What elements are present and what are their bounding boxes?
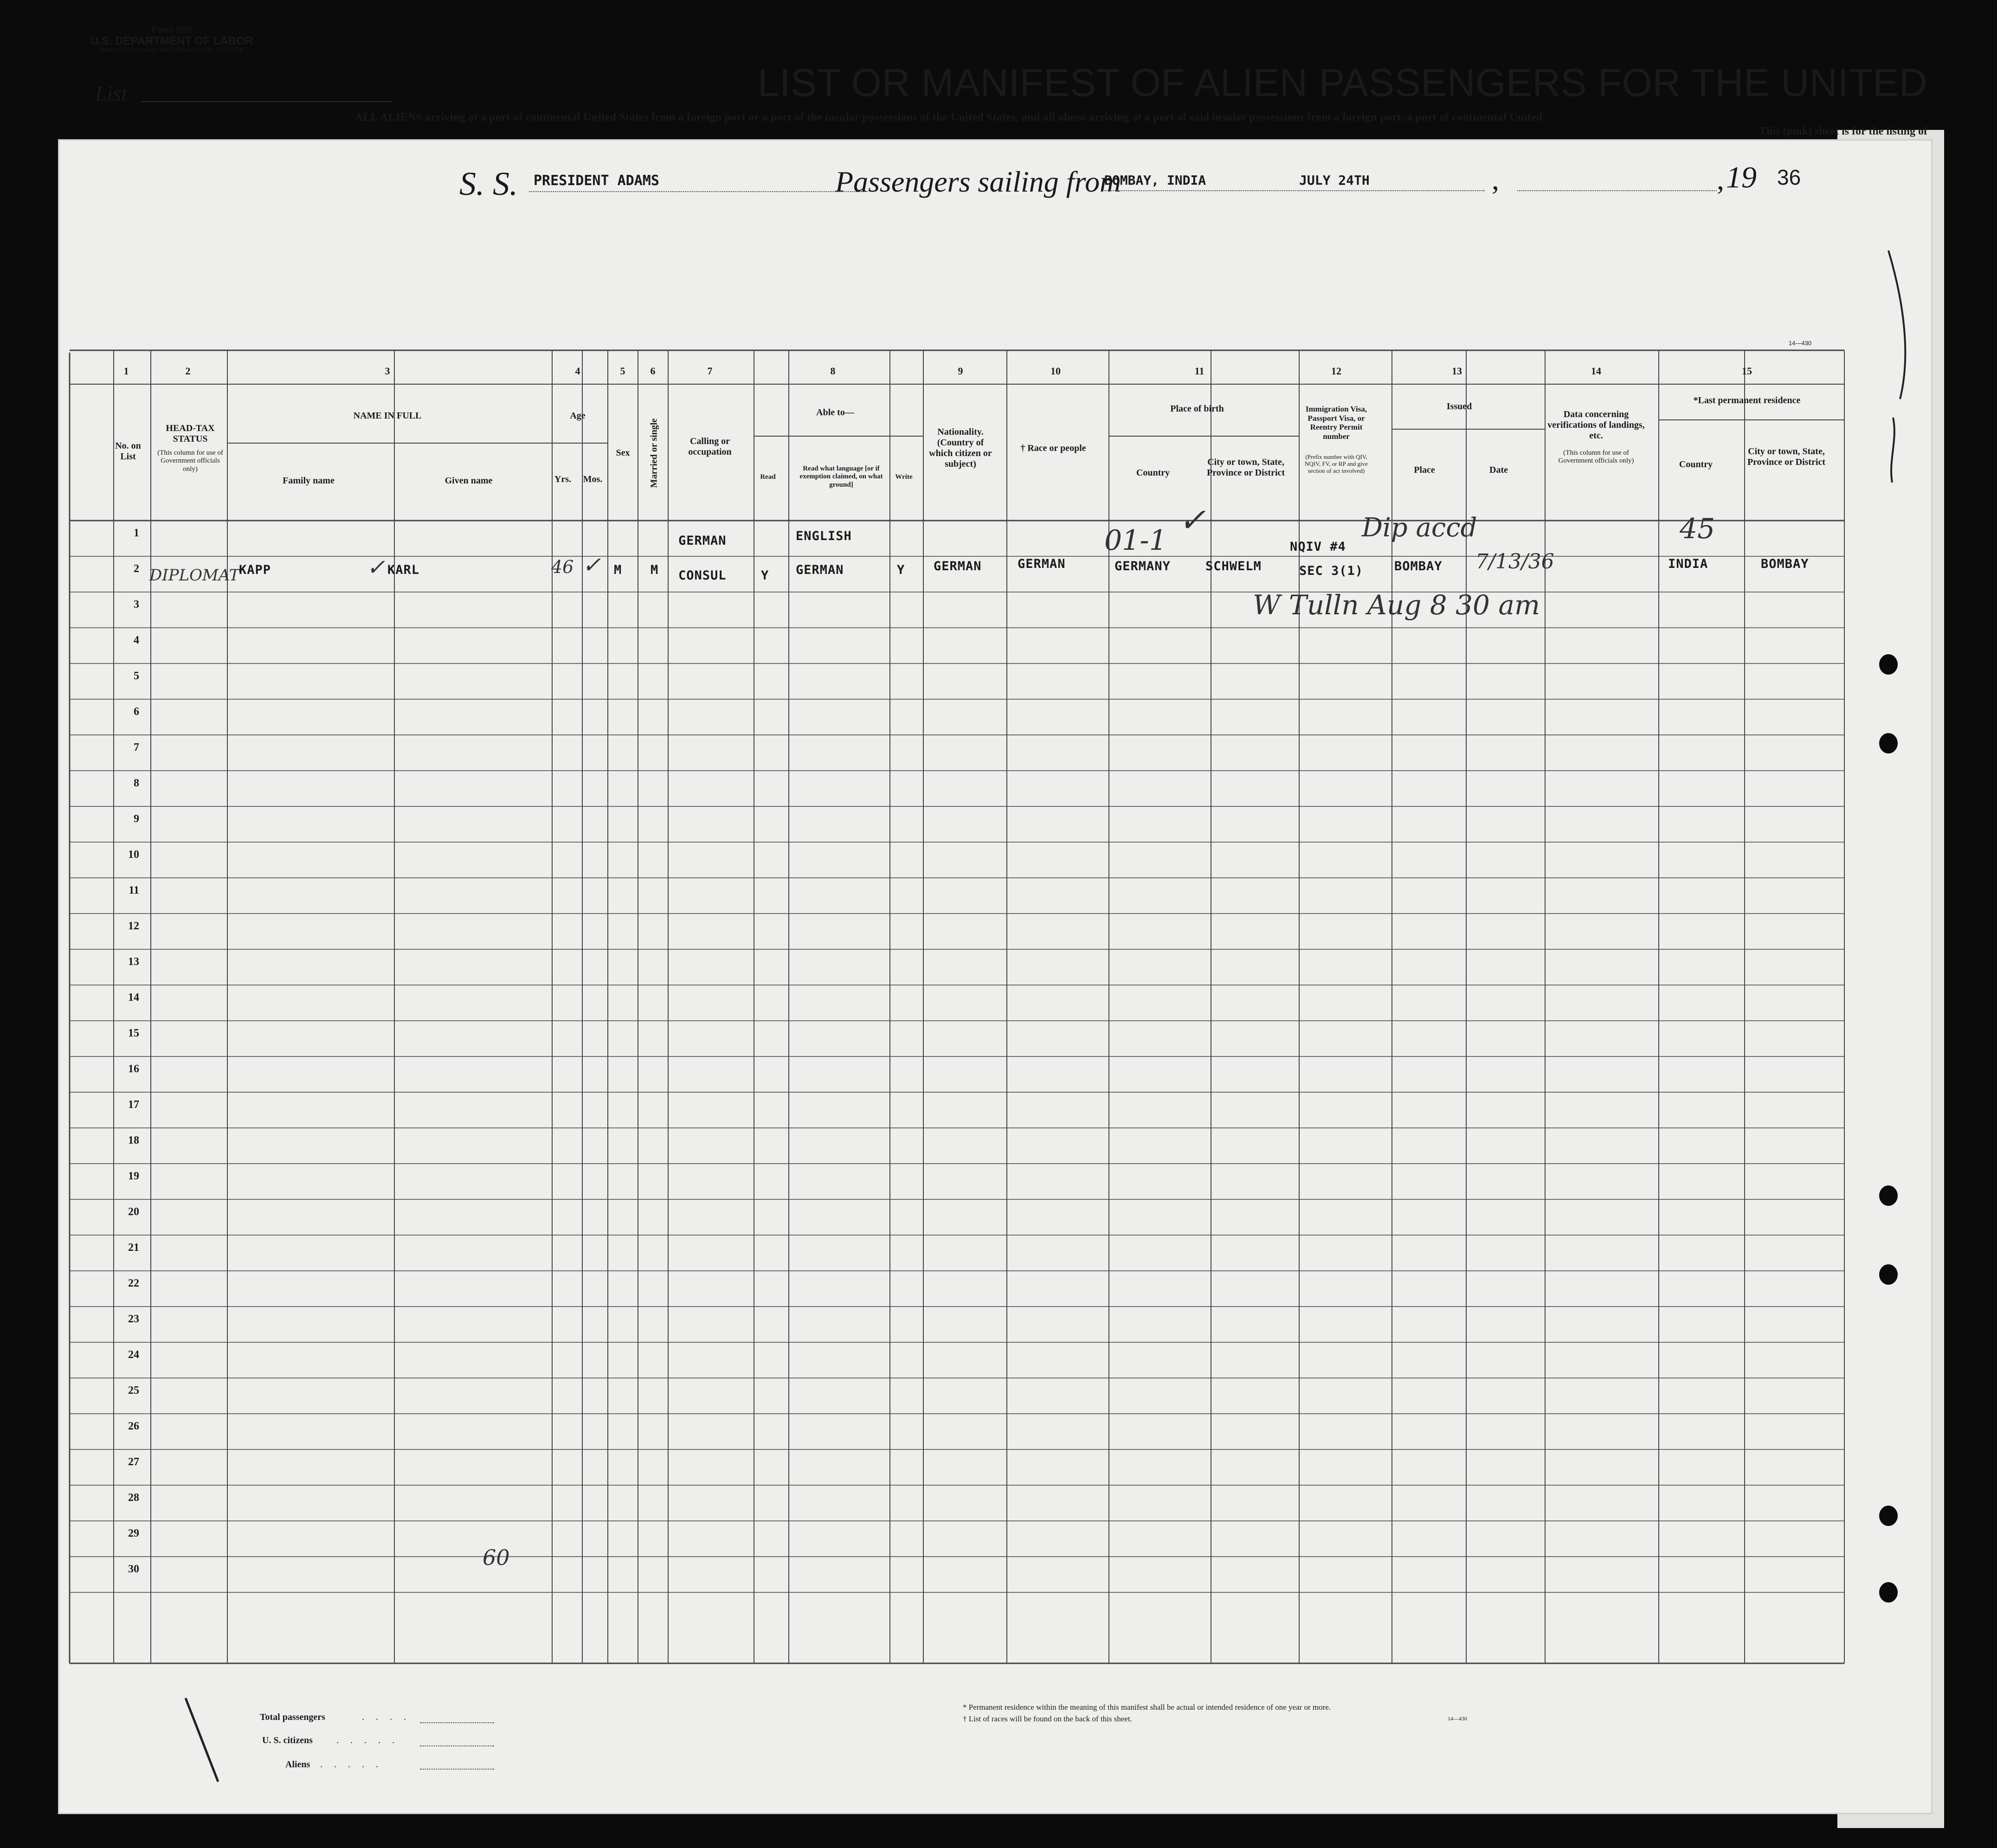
issued-date-entry: 7/13/36: [1475, 550, 1554, 573]
row-number: 18: [128, 1134, 139, 1146]
calling-entry-2: CONSUL: [678, 568, 727, 583]
row-number: 27: [128, 1456, 139, 1468]
visa-entry-2: SEC 3(1): [1299, 564, 1364, 578]
header-family-name: Family name: [283, 476, 335, 486]
row-number: 29: [128, 1527, 139, 1539]
language-entry-2: GERMAN: [796, 563, 844, 577]
column-number: 2: [185, 365, 191, 377]
read-entry: Y: [761, 568, 769, 583]
row-number: 25: [128, 1384, 139, 1397]
year: 36: [1777, 165, 1801, 189]
column-number: 4: [575, 365, 580, 377]
header-nationality: Nationality. (Country of which citizen or subject): [929, 427, 992, 469]
header-read: Read: [760, 473, 776, 481]
nationality-entry: GERMAN: [934, 559, 982, 573]
check-mark: ✓: [582, 552, 601, 578]
leader-dots: . . . . .: [336, 1735, 399, 1745]
form-code: 14—430: [1789, 340, 1812, 347]
header-visa-note: (Prefix number with QIV, NQIV, FV, or RP and give section of act involved): [1305, 453, 1368, 474]
header-res-country: Country: [1679, 459, 1713, 470]
row-number: 16: [128, 1063, 139, 1075]
row-number: 2: [134, 563, 139, 575]
row-number: 10: [128, 849, 139, 861]
head-tax-entry: DIPLOMAT: [149, 566, 240, 585]
column-number: 12: [1331, 365, 1341, 377]
column-number: 6: [650, 365, 656, 377]
header-visa: Immigration Visa, Passport Visa, or Reentry Permit number: [1305, 405, 1367, 441]
header-write: Write: [895, 473, 913, 481]
given-name-entry: KARL: [387, 563, 420, 577]
language-entry-1: ENGLISH: [796, 529, 852, 543]
column-number: 13: [1452, 365, 1462, 377]
header-mos: Mos.: [583, 474, 603, 484]
header-issued-date: Date: [1489, 465, 1508, 475]
row-number: 22: [128, 1277, 139, 1289]
list-label: List: [95, 82, 128, 105]
header-issued-place: Place: [1414, 465, 1435, 475]
row-number: 1: [134, 527, 139, 539]
row-number: 26: [128, 1420, 139, 1432]
us-citizens-line: [420, 1745, 494, 1746]
header-res-city: City or town, State, Province or District: [1747, 446, 1826, 467]
row-number: 17: [128, 1099, 139, 1111]
header-age: Age: [570, 411, 586, 421]
subtitle-1: ALL ALIENS arriving at a port of continental United States from a foreign port or a port of the insular possessions of the United States, and all aliens arriving at a port of said insular possessions from a foreign port, a port of continental United: [355, 111, 1543, 123]
leader-dots: . . . . .: [320, 1759, 383, 1770]
header-data-note: (This column for use of Government officials only): [1558, 449, 1634, 465]
header-name-in-full: NAME IN FULL: [353, 411, 422, 421]
aliens-label: Aliens: [285, 1759, 310, 1770]
issued-place-entry: BOMBAY: [1394, 559, 1443, 573]
leader-dots: . . . .: [362, 1712, 411, 1722]
row-number: 4: [134, 634, 139, 646]
row-number: 14: [128, 992, 139, 1004]
department-name: U.S. DEPARTMENT OF LABOR: [90, 35, 253, 47]
column-number: 8: [830, 365, 836, 377]
row-number: 7: [134, 741, 139, 753]
header-last-residence: *Last permanent residence: [1693, 395, 1801, 406]
code-annotation: 01-1: [1104, 524, 1167, 557]
residence-code-annotation: 45: [1680, 513, 1715, 545]
visa-entry-1: NQIV #4: [1290, 540, 1346, 554]
header-sex: Sex: [616, 448, 630, 458]
total-passengers-line: [420, 1722, 494, 1723]
header-head-tax: HEAD-TAX STATUS: [166, 423, 215, 444]
calling-entry-1: GERMAN: [678, 534, 727, 548]
year-prefix: 19: [1726, 161, 1757, 194]
column-number: 9: [958, 365, 963, 377]
column-number: 10: [1050, 365, 1061, 377]
header-place-of-birth: Place of birth: [1170, 404, 1224, 414]
dip-annotation: Dip accd: [1362, 513, 1477, 543]
footnote-residence: * Permanent residence within the meaning of this manifest shall be actual or intended residence of one year or more.: [963, 1703, 1331, 1712]
column-number: 3: [385, 365, 390, 377]
age-entry: 46: [551, 557, 574, 577]
ship-name: PRESIDENT ADAMS: [534, 173, 659, 189]
sailing-port: BOMBAY, INDIA: [1104, 173, 1206, 188]
header-birth-country: Country: [1136, 468, 1170, 478]
row-number: 20: [128, 1206, 139, 1218]
service-name: IMMIGRATION AND NATURALIZATION SERVICE: [99, 46, 244, 54]
race-entry: GERMAN: [1018, 557, 1066, 571]
total-passengers-label: Total passengers: [260, 1712, 325, 1722]
sailing-date: JULY 24TH: [1299, 173, 1370, 188]
footnote-races: † List of races will be found on the back of this sheet.: [963, 1714, 1132, 1723]
row-number: 21: [128, 1242, 139, 1254]
comma: ,: [1492, 163, 1499, 196]
write-entry: Y: [897, 563, 905, 577]
footer-code: 14—430: [1448, 1715, 1467, 1722]
header-issued: Issued: [1446, 401, 1472, 412]
header-data-concerning: Data concerning verifications of landings, etc.: [1547, 409, 1645, 441]
column-number: 5: [620, 365, 625, 377]
row-number: 5: [134, 670, 139, 682]
row-number: 3: [134, 599, 139, 611]
comma: ,: [1717, 163, 1724, 196]
subtitle-2: This (pink) sheet is for the listing of: [1759, 125, 1927, 137]
header-yrs: Yrs.: [554, 474, 572, 484]
check-mark: ✓: [367, 554, 386, 580]
page-title: LIST OR MANIFEST OF ALIEN PASSENGERS FOR THE UNITED: [757, 61, 1927, 104]
header-married: Married or single: [649, 418, 659, 488]
row-number: 9: [134, 813, 139, 825]
birth-city-entry: SCHWELM: [1205, 559, 1262, 573]
header-no-on-list: No. on List: [115, 441, 141, 462]
header-read-language: Read what language [or if exemption claimed, on what ground]: [799, 465, 883, 489]
family-name-entry: KAPP: [239, 563, 271, 577]
row-number: 24: [128, 1349, 139, 1361]
tulln-annotation: W Tulln Aug 8 30 am: [1253, 589, 1540, 621]
column-number: 11: [1194, 365, 1205, 377]
column-number: 1: [123, 365, 129, 377]
header-race: † Race or people: [1020, 443, 1086, 453]
row-number: 23: [128, 1313, 139, 1325]
sailing-label: Passengers sailing from: [835, 165, 1121, 198]
aliens-line: [420, 1769, 494, 1770]
row-number: 12: [128, 920, 139, 932]
ss-label: S. S.: [459, 165, 518, 202]
row-number: 19: [128, 1170, 139, 1182]
header-calling: Calling or occupation: [688, 436, 732, 457]
header-able-to: Able to—: [816, 407, 854, 418]
column-number: 7: [707, 365, 713, 377]
page-mark: 60: [483, 1545, 510, 1570]
row-number: 15: [128, 1027, 139, 1039]
married-entry: M: [651, 563, 659, 577]
header-birth-city: City or town, State, Province or District: [1206, 457, 1285, 478]
birth-country-entry: GERMANY: [1114, 559, 1171, 573]
residence-country-entry: INDIA: [1668, 557, 1708, 571]
column-number: 15: [1742, 365, 1752, 377]
us-citizens-label: U. S. citizens: [262, 1735, 313, 1745]
header-given-name: Given name: [444, 476, 493, 486]
residence-city-entry: BOMBAY: [1761, 557, 1809, 571]
check-mark: ✓: [1179, 501, 1206, 539]
row-number: 28: [128, 1492, 139, 1504]
row-number: 8: [134, 777, 139, 789]
sex-entry: M: [614, 563, 622, 577]
row-number: 6: [134, 706, 139, 718]
row-number: 11: [129, 884, 139, 896]
column-number: 14: [1591, 365, 1601, 377]
header-head-tax-note: (This column for use of Government officials only): [157, 449, 223, 473]
row-number: 30: [128, 1563, 139, 1575]
form-number: Form 500: [152, 25, 192, 35]
row-number: 13: [128, 956, 139, 968]
